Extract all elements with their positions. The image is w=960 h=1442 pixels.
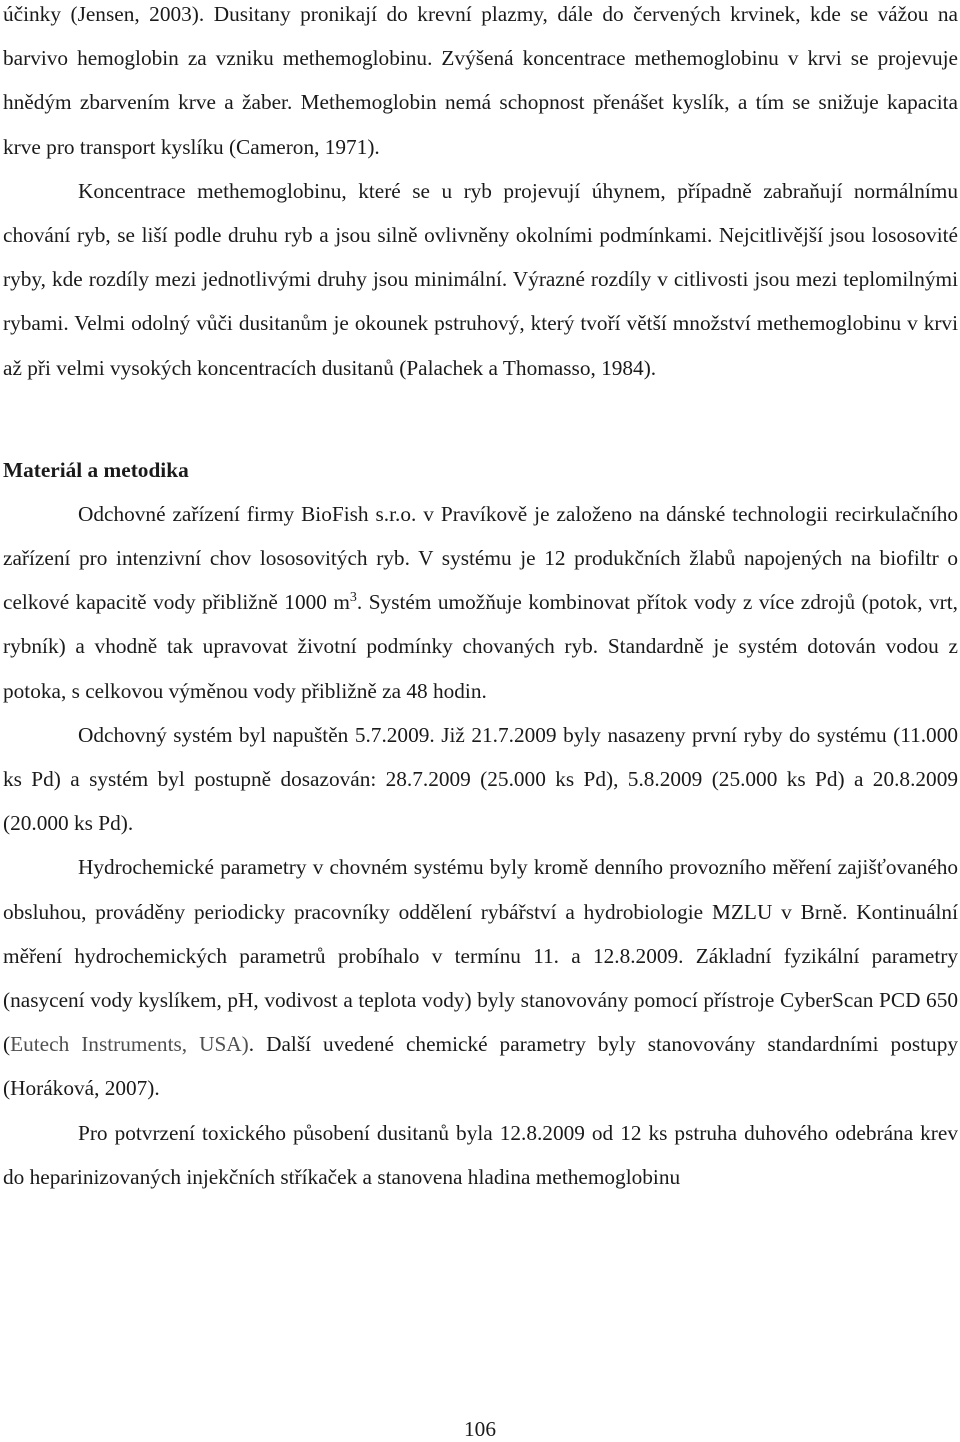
section-heading: Materiál a metodika xyxy=(3,457,189,482)
hydrochem-text-b: . Další uvedené chemické parametry byly stanovovány standardními postupy (Horáková, 2007). xyxy=(3,1032,958,1101)
paragraph-methemoglobin-concentration: Koncentrace methemoglobinu, které se u ryb projevují úhynem, případně zabraňují normálnímu chování ryb, se liší podle druhu ryb a jsou silně ovlivněny okolními podmínkami. Nejcitlivější jsou lososovité ryby, kde rozdíly mezi jednotlivými druhy jsou minimální. Výrazné rozdíly v citlivosti jsou mezi teplomilnými rybami. Velmi odolný vůči dusitanům je okounek pstruhový, který tvoří větší množství methemoglobinu v krvi až při velmi vysokých koncentracích dusitanů (Palachek a Thomasso, 1984). xyxy=(3,178,958,380)
paragraph-blood-sampling: Pro potvrzení toxického působení dusitanů byla 12.8.2009 od 12 ks pstruha duhového odebrána krev do heparinizovaných injekčních stříkaček a stanovena hladina methemoglobinu xyxy=(3,1120,958,1189)
paragraph-hydrochemistry xyxy=(3,845,958,1110)
document-page xyxy=(3,0,958,1199)
superscript-cubic: 3 xyxy=(349,590,357,606)
hydrochem-manufacturer: Eutech Instruments, USA) xyxy=(10,1032,249,1057)
paragraph-nitrite-effects: účinky (Jensen, 2003). Dusitany pronikají do krevní plazmy, dále do červených krvinek, kde se vážou na barvivo hemoglobin za vzniku methemoglobinu. Zvýšená koncentrace methemoglobinu v krvi se projevuje hnědým zbarvením krve a žaber. Methemoglobin nemá schopnost přenášet kyslík, a tím se snižuje kapacita krve pro transport kyslíku (Cameron, 1971). xyxy=(3,2,958,159)
paragraph-stocking: Odchovný systém byl napuštěn 5.7.2009. Již 21.7.2009 byly nasazeny první ryby do systému (11.000 ks Pd) a systém byl postupně dosazován: 28.7.2009 (25.000 ks Pd), 5.8.2009 (25.000 ks Pd) a 20.8.2009 (20.000 ks Pd). xyxy=(3,722,958,836)
page-number: 106 xyxy=(464,1417,496,1441)
facility-text-b: . Systém umožňuje kombinovat přítok vody z více zdrojů (potok, vrt, rybník) a vhodně tak upravovat životní podmínky chovaných ryb. Standardně je systém dotován vodou z potoka, s celkovou výměnou vody přibližně za 48 hodin. xyxy=(3,590,958,703)
facility-text-a: Odchovné zařízení firmy BioFish s.r.o. v Pravíkově je založeno na dánské technologii recirkulačního zařízení pro intenzivní chov lososovitých ryb. V systému je 12 produkčních žlabů napojených na biofiltr o celkové kapacitě vody přibližně 1000 m xyxy=(3,501,958,615)
paragraph-facility xyxy=(3,492,958,713)
hydrochem-text-a: Hydrochemické parametry v chovném systému byly kromě denního provozního měření zajišťovaného obsluhou, prováděny periodicky pracovníky oddělení rybářství a hydrobiologie MZLU v Brně. Kontinuální měření hydrochemických parametrů probíhalo v termínu 11. a 12.8.2009. Základní fyzikální parametry (nasycení vody kyslíkem, pH, vodivost a teplota vody) byly stanovovány pomocí přístroje CyberScan PCD 650 ( xyxy=(3,855,958,1057)
